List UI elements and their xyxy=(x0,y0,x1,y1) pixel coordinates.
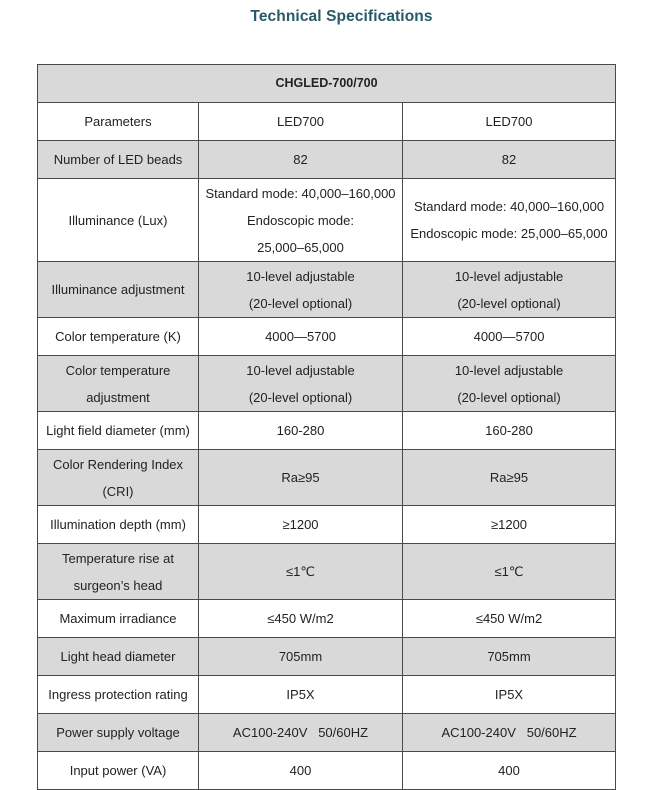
value-cell xyxy=(199,450,403,506)
param-cell xyxy=(38,752,199,790)
param-cell xyxy=(38,714,199,752)
table-row xyxy=(38,752,616,790)
value-cell xyxy=(403,356,616,412)
cell-line: ≥1200 xyxy=(282,517,319,532)
cell-line: surgeon’s head xyxy=(73,577,163,593)
value-cell xyxy=(199,544,403,600)
cell-line: Color temperature (K) xyxy=(55,329,181,344)
cell-line: IP5X xyxy=(286,687,315,702)
cell-line: ≤450 W/m2 xyxy=(267,611,334,626)
cell-line: (20-level optional) xyxy=(457,389,561,405)
value-cell xyxy=(403,714,616,752)
table-row xyxy=(38,103,616,141)
cell-line: 82 xyxy=(501,152,517,167)
table-row xyxy=(38,412,616,450)
cell-line: Power supply voltage xyxy=(56,725,180,740)
cell-line: 10-level adjustable xyxy=(246,268,355,284)
cell-line: 400 xyxy=(289,763,312,778)
cell-line: Ingress protection rating xyxy=(48,687,188,702)
value-cell xyxy=(403,544,616,600)
table-row xyxy=(38,638,616,676)
param-cell xyxy=(38,544,199,600)
cell-line: 160-280 xyxy=(276,423,325,438)
cell-line: Ra≥95 xyxy=(281,470,320,485)
param-cell xyxy=(38,506,199,544)
table-row xyxy=(38,714,616,752)
cell-line: 10-level adjustable xyxy=(454,268,564,284)
value-cell xyxy=(403,676,616,714)
cell-line: ≤450 W/m2 xyxy=(475,611,543,626)
cell-line: 160-280 xyxy=(485,423,533,438)
cell-line: 82 xyxy=(293,152,308,167)
param-cell xyxy=(38,412,199,450)
param-cell xyxy=(38,676,199,714)
value-cell xyxy=(199,600,403,638)
value-cell xyxy=(199,262,403,318)
table-row xyxy=(38,600,616,638)
table-header-row xyxy=(38,65,616,103)
value-cell xyxy=(403,318,616,356)
cell-line: IP5X xyxy=(494,687,524,702)
cell-line: Endoscopic mode: 25,000–65,000 xyxy=(410,226,608,241)
cell-line: Temperature rise at xyxy=(62,550,174,566)
cell-line: Illumination depth (mm) xyxy=(50,517,186,532)
cell-line: Standard mode: 40,000–160,000 xyxy=(413,199,605,214)
table-row xyxy=(38,179,616,262)
cell-line: (CRI) xyxy=(102,483,134,499)
param-cell xyxy=(38,179,199,262)
cell-line: Endoscopic mode: xyxy=(247,212,354,228)
value-cell xyxy=(403,179,616,262)
spec-table xyxy=(37,64,616,790)
value-cell xyxy=(403,141,616,179)
page-title: Technical Specifications xyxy=(250,8,433,25)
value-cell xyxy=(199,141,403,179)
cell-line: LED700 xyxy=(485,114,533,129)
model-header: CHGLED-700/700 xyxy=(38,65,616,103)
value-cell xyxy=(403,600,616,638)
value-cell xyxy=(199,506,403,544)
param-cell xyxy=(38,262,199,318)
table-row xyxy=(38,450,616,506)
cell-line: Parameters xyxy=(84,114,152,129)
param-cell xyxy=(38,103,199,141)
cell-line: adjustment xyxy=(86,389,150,405)
param-cell xyxy=(38,318,199,356)
value-cell xyxy=(199,638,403,676)
cell-line: 705mm xyxy=(278,649,323,664)
cell-line: Illuminance (Lux) xyxy=(68,212,168,228)
value-cell xyxy=(403,412,616,450)
value-cell xyxy=(199,356,403,412)
table-row xyxy=(38,544,616,600)
cell-line: (20-level optional) xyxy=(248,389,353,405)
value-cell xyxy=(199,714,403,752)
cell-line: Ra≥95 xyxy=(489,470,529,485)
cell-line: AC100-240V 50/60HZ xyxy=(232,725,369,740)
cell-line: Illuminance adjustment xyxy=(51,282,185,297)
cell-line: ≤1℃ xyxy=(286,564,315,579)
table-row xyxy=(38,356,616,412)
cell-line: Standard mode: 40,000–160,000 xyxy=(205,185,396,201)
value-cell xyxy=(403,638,616,676)
cell-line: AC100-240V 50/60HZ xyxy=(441,725,577,740)
table-row xyxy=(38,506,616,544)
value-cell xyxy=(199,179,403,262)
cell-line: Color temperature xyxy=(65,362,171,378)
cell-line: 10-level adjustable xyxy=(246,362,355,378)
cell-line: 705mm xyxy=(487,649,531,664)
value-cell xyxy=(403,103,616,141)
cell-line: ≥1200 xyxy=(490,517,528,532)
value-cell xyxy=(403,450,616,506)
cell-line: (20-level optional) xyxy=(248,295,353,311)
cell-line: Number of LED beads xyxy=(53,152,183,167)
value-cell xyxy=(199,318,403,356)
table-row xyxy=(38,318,616,356)
table-row xyxy=(38,141,616,179)
value-cell xyxy=(199,752,403,790)
cell-line: 25,000–65,000 xyxy=(257,239,344,255)
value-cell xyxy=(403,506,616,544)
cell-line: Light head diameter xyxy=(60,649,176,664)
table-row xyxy=(38,262,616,318)
param-cell xyxy=(38,450,199,506)
param-cell xyxy=(38,600,199,638)
param-cell xyxy=(38,356,199,412)
cell-line: 4000—5700 xyxy=(265,329,336,344)
table-row xyxy=(38,676,616,714)
cell-line: LED700 xyxy=(277,114,324,129)
cell-line: Input power (VA) xyxy=(69,763,167,778)
cell-line: 400 xyxy=(498,763,520,778)
cell-line: (20-level optional) xyxy=(457,295,561,311)
value-cell xyxy=(199,676,403,714)
value-cell xyxy=(199,412,403,450)
value-cell xyxy=(403,752,616,790)
value-cell xyxy=(403,262,616,318)
cell-line: Color Rendering Index xyxy=(52,456,184,472)
cell-line: Maximum irradiance xyxy=(59,611,177,626)
value-cell xyxy=(199,103,403,141)
cell-line: Light field diameter (mm) xyxy=(46,423,190,438)
cell-line: 4000—5700 xyxy=(473,329,545,344)
cell-line: 10-level adjustable xyxy=(454,362,564,378)
param-cell xyxy=(38,141,199,179)
cell-line: ≤1℃ xyxy=(494,564,524,579)
param-cell xyxy=(38,638,199,676)
